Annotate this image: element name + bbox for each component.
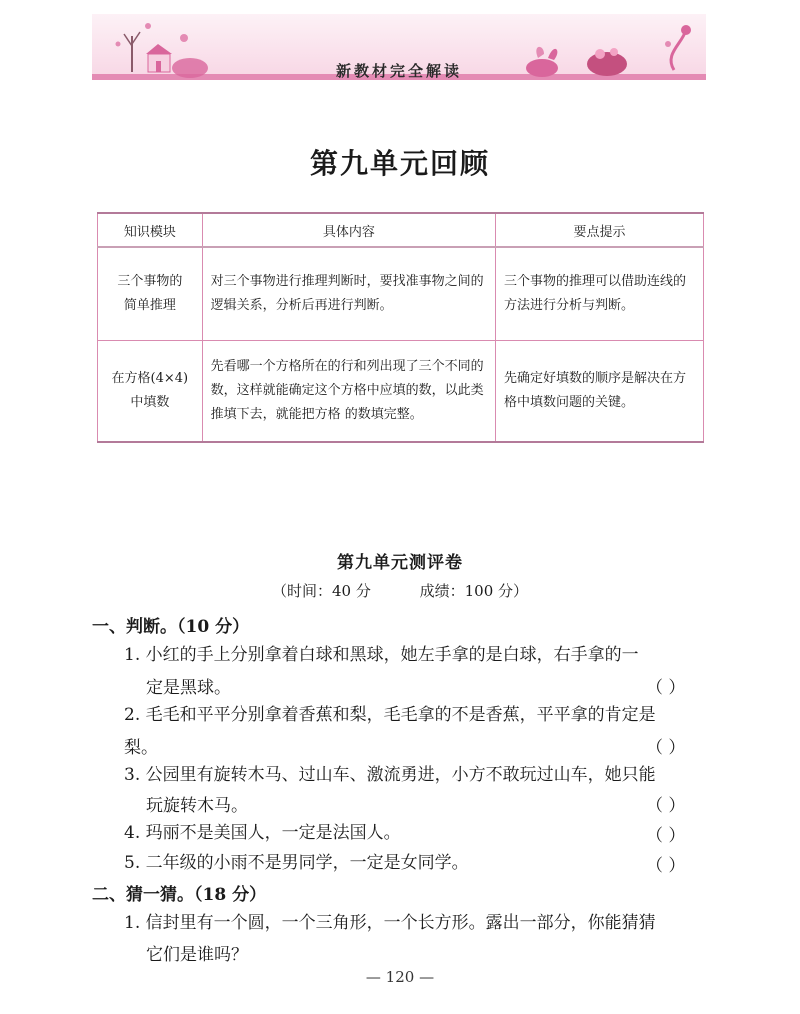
section-heading: 二、猜一猜。（18 分） — [92, 885, 267, 905]
module-line: 在方格(4×4) — [111, 371, 189, 386]
module-line: 简单推理 — [123, 298, 176, 313]
content-cell: 先看哪一个方格所在的行和列出现了三个不同的数，这样就能确定这个方格中应填的数，以此类推填下去，就能把方格 的数填完整。 — [202, 341, 495, 443]
answer-blank[interactable]: （ ） — [646, 796, 686, 816]
question-continuation: 梨。 — [124, 738, 158, 758]
table-header: 具体内容 — [202, 213, 495, 247]
page-number: — 120 — — [365, 968, 435, 986]
table-row — [98, 247, 704, 341]
tip-cell: 先确定好填数的顺序是解决在方格中填数问题的关键。 — [496, 341, 704, 443]
question-item: 2. 毛毛和平平分别拿着香蕉和梨，毛毛拿的不是香蕉，平平拿的肯定是 — [124, 705, 656, 725]
question-continuation: 定是黑球。 — [146, 678, 231, 698]
question-item: 1. 信封里有一个圆，一个三角形，一个长方形。露出一部分，你能猜猜 — [124, 913, 656, 933]
tip-cell: 三个事物的推理可以借助连线的方法进行分析与判断。 — [496, 247, 704, 341]
header-title: 新教材完全解读 — [335, 62, 462, 80]
answer-blank[interactable]: （ ） — [646, 738, 686, 758]
table-header-row — [98, 213, 704, 247]
question-item: 5. 二年级的小雨不是男同学，一定是女同学。 — [124, 853, 469, 873]
module-cell — [98, 247, 203, 341]
section-heading: 一、判断。（10 分） — [92, 617, 250, 637]
page-header — [92, 14, 706, 90]
question-item: 1. 小红的手上分别拿着白球和黑球，她左手拿的是白球，右手拿的一 — [124, 645, 639, 665]
answer-blank[interactable]: （ ） — [646, 856, 686, 876]
question-item: 4. 玛丽不是美国人，一定是法国人。 — [124, 823, 401, 843]
table-row — [98, 341, 704, 443]
test-score: 成绩：100 分） — [419, 582, 529, 600]
module-cell — [98, 341, 203, 443]
question-item: 3. 公园里有旋转木马、过山车、激流勇进，小方不敢玩过山车，她只能 — [124, 765, 656, 785]
module-line: 三个事物的 — [117, 274, 183, 289]
table-header: 知识模块 — [98, 213, 203, 247]
page-title: 第九单元回顾 — [309, 147, 490, 180]
table-header: 要点提示 — [496, 213, 704, 247]
content-cell: 对三个事物进行推理判断时，要找准事物之间的逻辑关系，分析后再进行判断。 — [202, 247, 495, 341]
test-meta — [0, 580, 800, 601]
test-time: （时间：40 分 — [271, 582, 371, 600]
test-title: 第九单元测评卷 — [337, 553, 463, 573]
answer-blank[interactable]: （ ） — [646, 678, 686, 698]
answer-blank[interactable]: （ ） — [646, 826, 686, 846]
question-continuation: 玩旋转木马。 — [146, 796, 248, 816]
review-table — [97, 212, 704, 443]
question-continuation: 它们是谁吗？ — [146, 945, 248, 965]
module-line: 中填数 — [130, 395, 170, 410]
